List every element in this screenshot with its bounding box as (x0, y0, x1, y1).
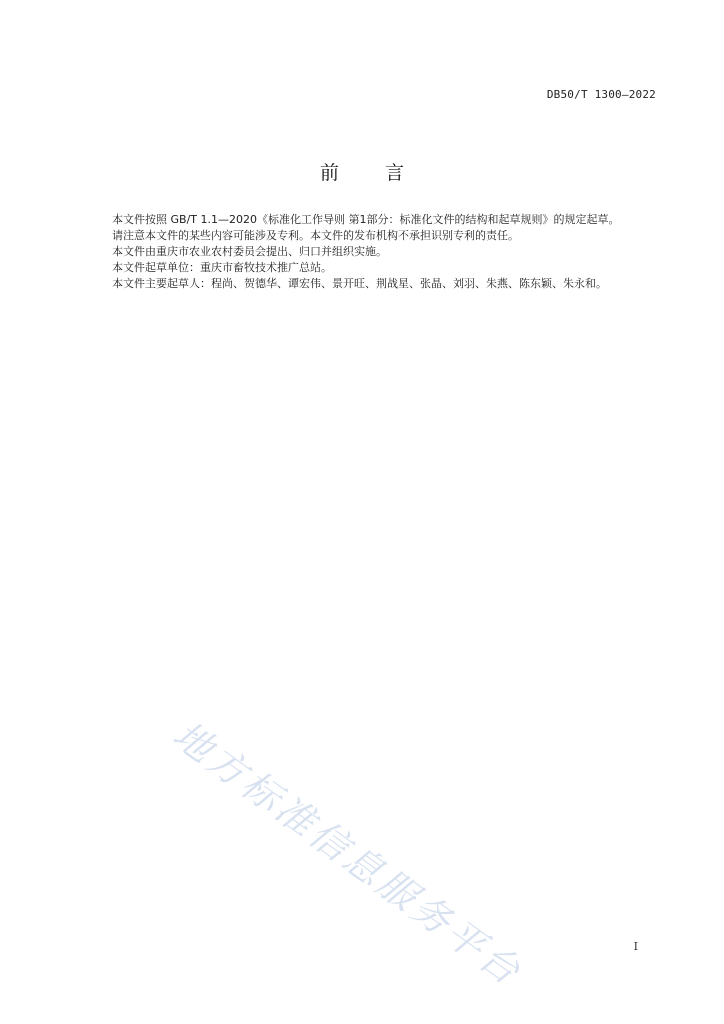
paragraph-patent-notice: 请注意本文件的某些内容可能涉及专利。本文件的发布机构不承担识别专利的责任。 (112, 229, 519, 242)
page-title-left: 前 (319, 162, 339, 184)
document-code: DB50/T 1300—2022 (546, 88, 656, 101)
foreword-body (86, 212, 658, 292)
paragraph-drafting-unit: 本文件起草单位：重庆市畜牧技术推广总站。 (112, 261, 332, 274)
paragraph-drafters: 本文件主要起草人：程尚、贺德华、谭宏伟、景开旺、荆战星、张晶、刘羽、朱燕、陈东颖、朱永和。 (112, 277, 607, 290)
page-number: I (633, 940, 638, 953)
paragraph-proposer: 本文件由重庆市农业农村委员会提出、归口并组织实施。 (112, 245, 387, 258)
page-title (0, 158, 724, 185)
paragraph-drafting-rules: 本文件按照 GB/T 1.1—2020《标准化工作导则 第1部分：标准化文件的结构和起草规则》的规定起草。 (112, 213, 620, 226)
watermark: 地方标准信息服务平台 (165, 712, 531, 996)
page-title-right: 言 (385, 162, 405, 184)
